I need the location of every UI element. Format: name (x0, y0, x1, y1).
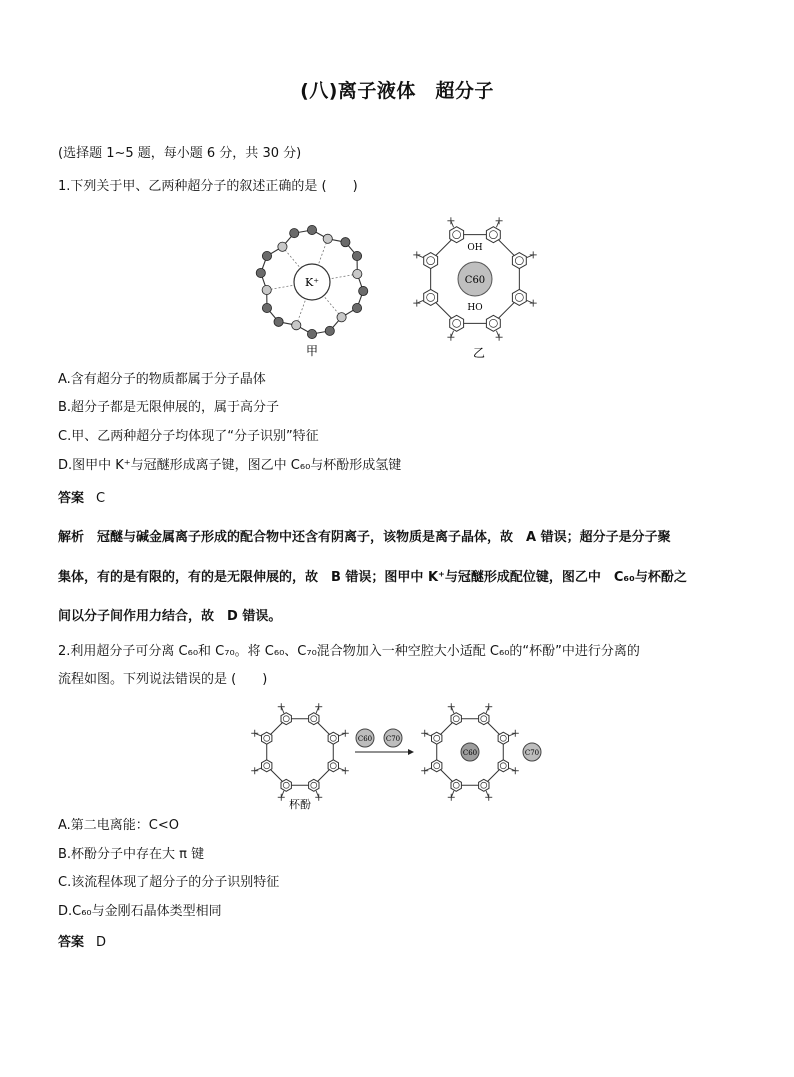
benzene-ring (328, 732, 338, 744)
c70-free-label: C70 (524, 749, 540, 757)
figure-label-yi: 乙 (472, 346, 486, 360)
oxygen-atom (353, 269, 362, 278)
c60-input-label: C60 (357, 735, 373, 743)
benzene-ring (281, 779, 291, 791)
carbon-atom (352, 251, 361, 260)
c60-ball-label: C60 (464, 275, 486, 286)
benzene-ring (486, 315, 500, 331)
carbon-atom (290, 229, 299, 238)
carbon-atom (359, 286, 368, 295)
separation-flow-figure (248, 702, 548, 810)
carbon-atom (262, 303, 271, 312)
oxygen-atom (292, 321, 301, 330)
benzene-ring (328, 760, 338, 772)
q2-option-d: D.C₆₀与金刚石晶体类型相同 (58, 904, 222, 919)
q1-analysis-line-2: 集体，有的是有限的，有的是无限伸展的，故 B 错误；图甲中 K⁺与冠醚形成配位键，图乙中 C₆₀与杯酚之 (58, 570, 687, 585)
carbon-atom (352, 303, 361, 312)
figure-label-jia: 甲 (305, 344, 319, 358)
q1-answer-label: 答案 (58, 491, 85, 506)
ho-label: HO (467, 303, 483, 313)
page-title: (八)离子液体 超分子 (300, 80, 494, 102)
q1-analysis-line-3: 间以分子间作用力结合，故 D 错误。 (58, 609, 282, 624)
benzene-ring (512, 289, 526, 305)
benzene-ring (451, 713, 461, 725)
benzene-ring (512, 253, 526, 269)
q1-answer (58, 490, 105, 508)
benzene-ring (309, 713, 319, 725)
benzene-ring (432, 760, 442, 772)
carbon-atom (262, 251, 271, 260)
calixarene-left (251, 703, 349, 801)
question-2-stem-line-1: 2.利用超分子可分离 C₆₀和 C₇₀。将 C₆₀、C₇₀混合物加入一种空腔大小适配 C₆₀的“杯酚”中进行分离的 (58, 644, 640, 659)
calixarene-label: 杯酚 (289, 798, 311, 810)
c70-input-label: C70 (385, 735, 401, 743)
benzene-ring (450, 227, 464, 243)
instructions: (选择题 1~5 题，每小题 6 分，共 30 分) (58, 146, 302, 161)
calixarene-c60-figure (405, 206, 545, 361)
carbon-atom (307, 329, 316, 338)
carbon-atom (307, 225, 316, 234)
c60-captured-label: C60 (462, 749, 478, 757)
benzene-ring (262, 732, 272, 744)
q1-option-a: A.含有超分子的物质都属于分子晶体 (58, 372, 266, 387)
oxygen-atom (278, 242, 287, 251)
q2-option-b: B.杯酚分子中存在大 π 键 (58, 847, 205, 862)
q2-answer-value: D (96, 935, 107, 950)
benzene-ring (424, 289, 438, 305)
k-ion-label: K⁺ (304, 276, 320, 289)
crown-ether-k-figure (250, 210, 375, 360)
carbon-atom (325, 326, 334, 335)
benzene-ring (486, 227, 500, 243)
question-1-stem: 1.下列关于甲、乙两种超分子的叙述正确的是 ( ) (58, 179, 358, 194)
q2-option-c: C.该流程体现了超分子的分子识别特征 (58, 875, 280, 890)
benzene-ring (262, 760, 272, 772)
benzene-ring (424, 253, 438, 269)
benzene-ring (498, 760, 508, 772)
q2-answer-label: 答案 (58, 935, 85, 950)
q1-option-b: B.超分子都是无限伸展的，属于高分子 (58, 400, 280, 415)
benzene-ring (450, 315, 464, 331)
q1-analysis-line-1: 解析 冠醚与碱金属离子形成的配合物中还含有阴离子，该物质是离子晶体，故 A 错误；超分子是分子聚 (58, 530, 671, 545)
oxygen-atom (262, 285, 271, 294)
benzene-ring (281, 713, 291, 725)
benzene-ring (498, 732, 508, 744)
benzene-ring (432, 732, 442, 744)
benzene-ring (451, 779, 461, 791)
process-arrowhead (408, 749, 414, 755)
carbon-atom (341, 238, 350, 247)
benzene-ring (479, 779, 489, 791)
q1-answer-value: C (96, 491, 106, 506)
carbon-atom (274, 317, 283, 326)
benzene-ring (479, 713, 489, 725)
oxygen-atom (323, 234, 332, 243)
carbon-atom (256, 268, 265, 277)
oxygen-atom (337, 313, 346, 322)
benzene-ring (309, 779, 319, 791)
q1-option-c: C.甲、乙两种超分子均体现了“分子识别”特征 (58, 429, 319, 444)
q1-option-d: D.图甲中 K⁺与冠醚形成离子键，图乙中 C₆₀与杯酚形成氢键 (58, 458, 402, 473)
q2-option-a: A.第二电离能：C<O (58, 818, 179, 833)
q2-answer (58, 934, 106, 952)
oh-label: OH (467, 243, 483, 253)
question-2-stem-line-2: 流程如图。下列说法错误的是 ( ) (58, 672, 268, 687)
